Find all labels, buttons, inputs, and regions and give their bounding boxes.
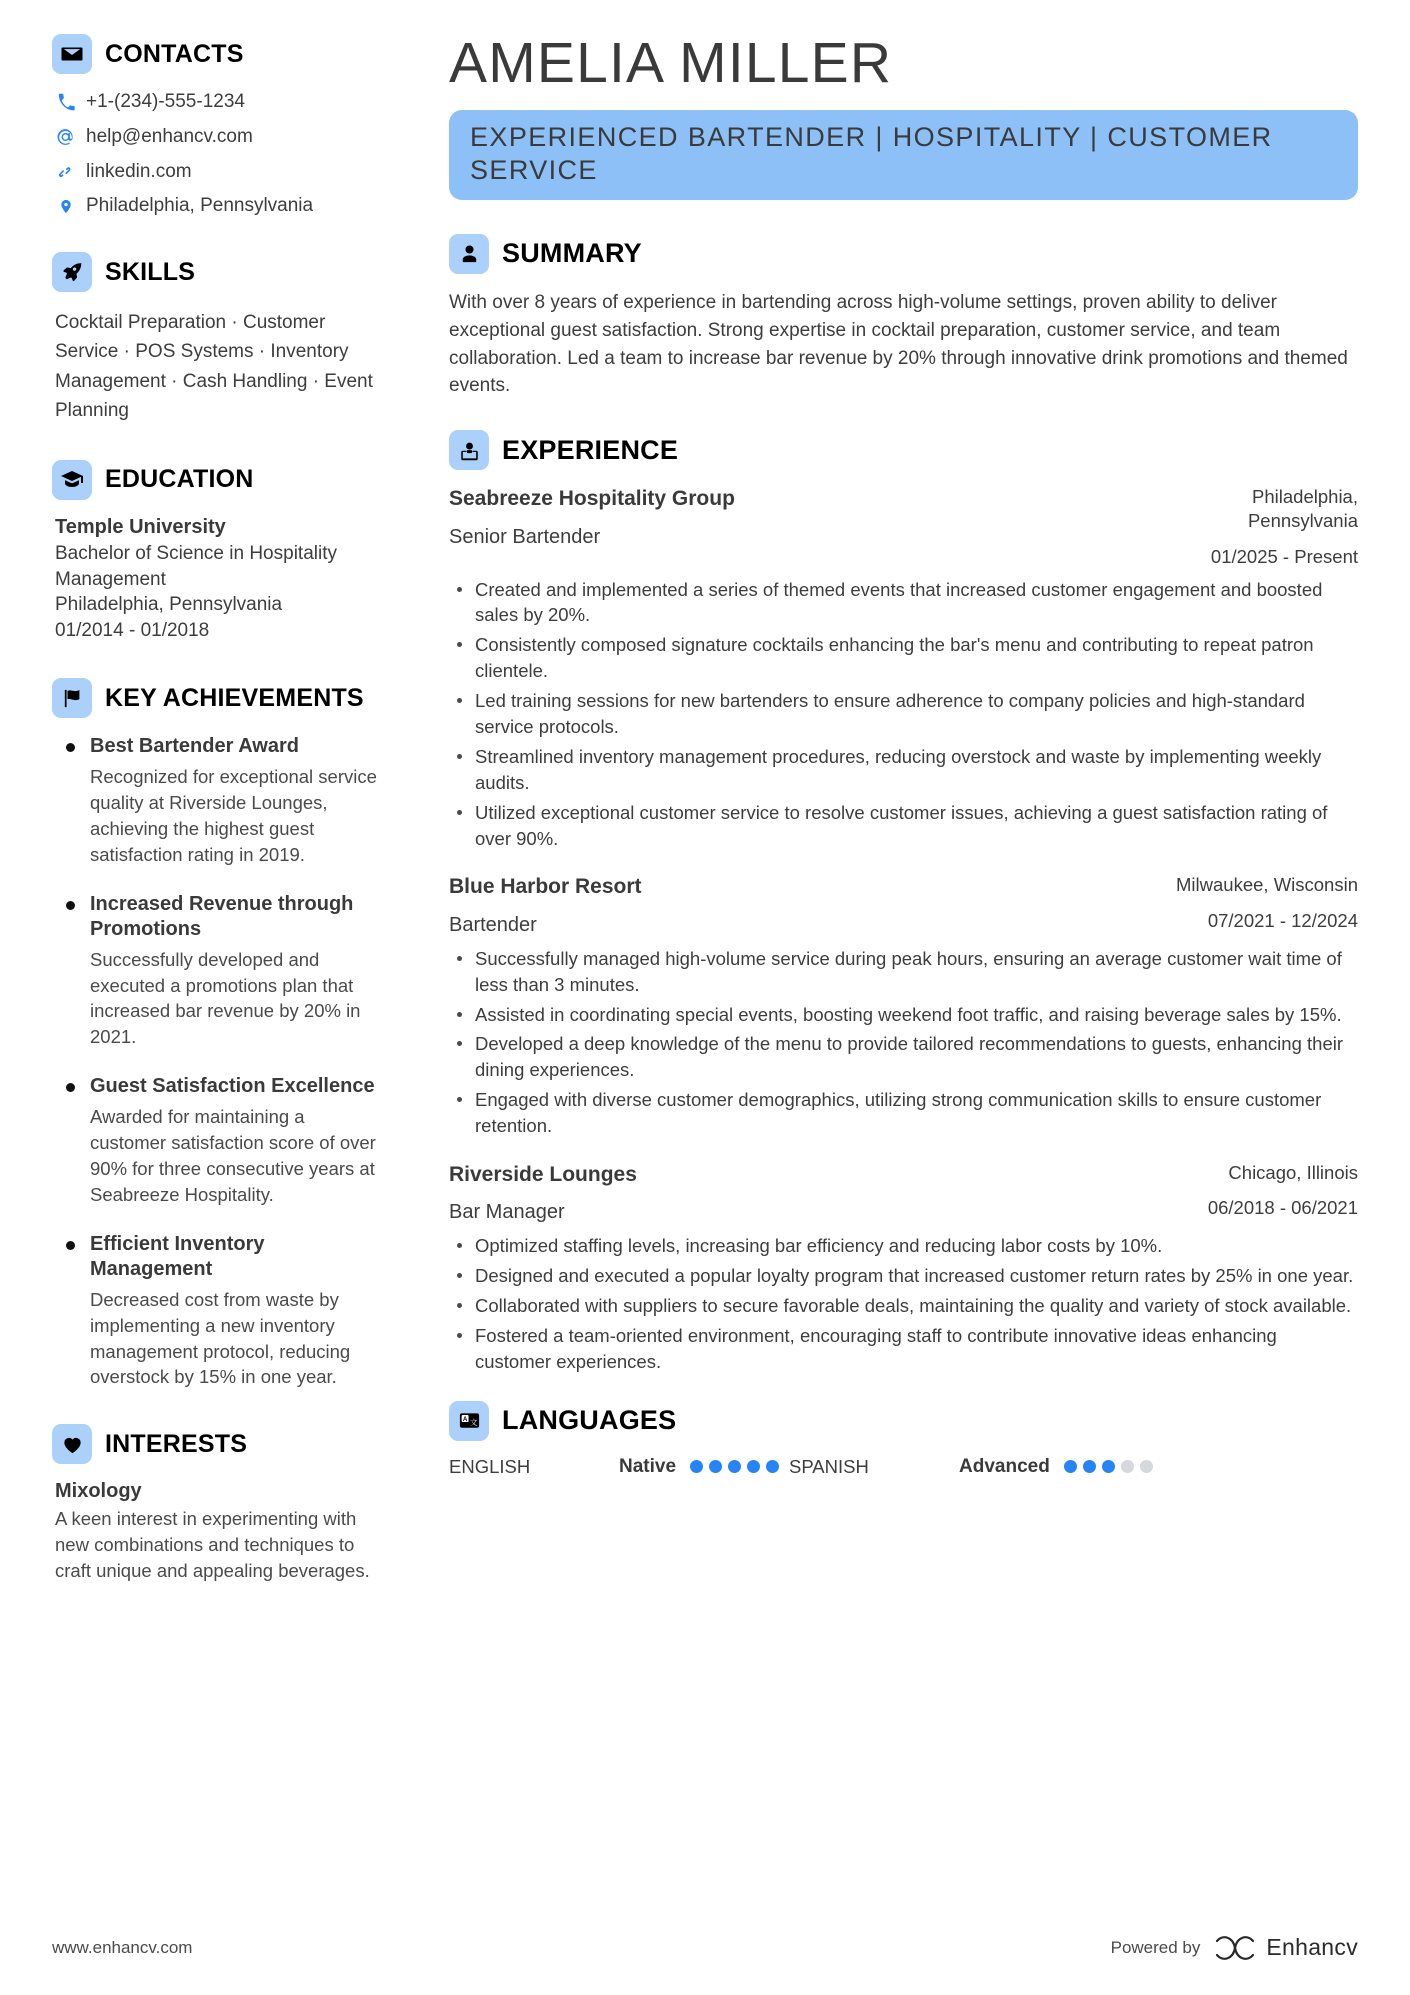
interest-desc: A keen interest in experimenting with new combinations and techniques to craft unique and appealing beverages. <box>55 1508 370 1582</box>
bullet-dot-icon <box>66 1241 75 1250</box>
pip-filled <box>728 1460 741 1473</box>
achievement-desc: Decreased cost from waste by implementing a new inventory management protocol, reducing overstock by 15% in one year. <box>90 1288 351 1388</box>
key-achievements-header <box>52 678 383 718</box>
experience-bullets <box>449 577 1358 852</box>
experience-entry-header <box>449 485 1358 568</box>
experience-dates: 06/2018 - 06/2021 <box>1207 1197 1358 1219</box>
experience-title: EXPERIENCE <box>502 434 679 465</box>
languages-header <box>449 1401 1358 1441</box>
bullet-text: Fostered a team-oriented environment, encouraging staff to contribute innovative ideas enhancing customer experiences. <box>475 1324 1277 1372</box>
powered-by-label: Powered by <box>1110 1937 1201 1957</box>
bullet-dot-icon <box>457 754 462 759</box>
bullet-dot-icon <box>457 1273 462 1278</box>
experience-entry-left <box>449 485 1148 549</box>
bullet-item <box>449 1233 1358 1259</box>
list-item <box>52 734 383 868</box>
interests-title: INTERESTS <box>105 1429 248 1458</box>
education-school: Temple University <box>55 515 226 538</box>
bullet-dot-icon <box>66 901 75 910</box>
experience-entry <box>449 873 1358 1139</box>
language-rating-pips <box>690 1460 779 1473</box>
languages-title: LANGUAGES <box>502 1405 677 1436</box>
bullet-dot-icon <box>457 1041 462 1046</box>
heart-icon <box>52 1424 92 1464</box>
map-pin-icon <box>56 197 75 216</box>
bullet-item <box>449 1031 1358 1083</box>
list-item <box>52 892 383 1051</box>
experience-company: Riverside Lounges <box>449 1162 637 1186</box>
bullet-dot-icon <box>457 810 462 815</box>
education-title: EDUCATION <box>105 465 254 494</box>
experience-entry-right <box>1208 1161 1358 1220</box>
contact-phone <box>56 90 383 114</box>
experience-company: Blue Harbor Resort <box>449 875 642 899</box>
footer-url[interactable]: www.enhancv.com <box>52 1937 193 1957</box>
bullet-text: Created and implemented a series of themed events that increased customer engagement and boosted sales by 20%. <box>475 578 1323 626</box>
bullet-dot-icon <box>66 1083 75 1092</box>
envelope-icon <box>52 34 92 74</box>
contact-email-value: help@enhancv.com <box>86 125 253 147</box>
translate-icon <box>449 1401 489 1441</box>
achievement-list <box>52 734 383 1390</box>
pip-empty <box>1140 1460 1153 1473</box>
education-location: Philadelphia, Pennsylvania <box>55 594 283 616</box>
section-summary <box>449 234 1358 401</box>
bullet-item <box>449 577 1358 629</box>
experience-entry <box>449 485 1358 851</box>
bullet-text: Streamlined inventory management procedures, reducing overstock and waste by implementing weekly audits. <box>475 745 1322 793</box>
section-languages <box>449 1401 1358 1478</box>
language-entry-spanish-name <box>789 1456 959 1478</box>
bullet-dot-icon <box>457 1243 462 1248</box>
experience-entry-left <box>449 1161 1208 1225</box>
list-item <box>52 1232 383 1391</box>
achievement-desc: Awarded for maintaining a customer satisfaction score of over 90% for three consecutive years at Seabreeze Hospitality. <box>90 1106 376 1205</box>
education-header <box>52 460 383 500</box>
experience-dates: 01/2025 - Present <box>1210 545 1358 567</box>
bullet-text: Successfully managed high-volume service during peak hours, ensuring an average customer wait time of less than 3 minutes. <box>475 947 1342 995</box>
skills-text: Cocktail Preparation · Customer Service · POS Systems · Inventory Management · Cash Handling · Event Planning <box>55 312 373 422</box>
pip-filled <box>747 1460 760 1473</box>
bullet-item <box>449 1087 1358 1139</box>
achievement-title: Guest Satisfaction Excellence <box>90 1075 375 1098</box>
achievement-desc: Recognized for exceptional service quality at Riverside Lounges, achieving the highest guest satisfaction rating in 2019. <box>90 766 377 865</box>
pip-filled <box>1064 1460 1077 1473</box>
interests-header <box>52 1424 383 1464</box>
experience-role: Bartender <box>449 913 537 936</box>
language-entry-english-level <box>619 1456 789 1478</box>
section-key-achievements <box>52 678 383 1390</box>
contact-list <box>56 90 383 218</box>
bullet-dot-icon <box>457 1333 462 1338</box>
summary-title: SUMMARY <box>502 238 642 269</box>
bullet-dot-icon <box>457 1012 462 1017</box>
language-level: Advanced <box>959 1455 1050 1477</box>
brand-name: Enhancv <box>1266 1934 1358 1960</box>
page-title: AMELIA MILLER <box>449 31 893 95</box>
headline-banner: EXPERIENCED BARTENDER | HOSPITALITY | CUSTOMER SERVICE <box>449 110 1358 200</box>
bullet-dot-icon <box>457 587 462 592</box>
experience-entry-left <box>449 873 1176 937</box>
contact-email <box>56 125 383 149</box>
experience-entry-header <box>449 1161 1358 1225</box>
achievement-desc: Successfully developed and executed a promotions plan that increased bar revenue by 20% in 2021. <box>90 948 361 1048</box>
pip-filled <box>709 1460 722 1473</box>
bullet-item <box>449 744 1358 796</box>
bullet-text: Led training sessions for new bartenders to ensure adherence to company policies and high-standard service protocols. <box>475 690 1305 737</box>
pip-filled <box>690 1460 703 1473</box>
person-icon <box>449 234 489 274</box>
education-degree: Bachelor of Science in Hospitality Management <box>55 542 337 590</box>
experience-bullets <box>449 1233 1358 1374</box>
bullet-dot-icon <box>457 1303 462 1308</box>
bullet-item <box>449 1293 1358 1319</box>
summary-header <box>449 234 1358 274</box>
bullet-dot-icon <box>457 642 462 647</box>
pip-filled <box>766 1460 779 1473</box>
experience-header <box>449 430 1358 470</box>
rocket-icon <box>52 252 92 292</box>
bullet-text: Consistently composed signature cocktails enhancing the bar's menu and contributing to repeat patron clientele. <box>475 634 1314 682</box>
section-experience <box>449 430 1358 1374</box>
interest-title: Mixology <box>55 1480 142 1503</box>
brand-logo <box>1213 1934 1358 1961</box>
section-contacts <box>52 34 383 218</box>
bullet-text: Utilized exceptional customer service to resolve customer issues, achieving a guest satisfaction rating of over 90%. <box>475 801 1328 849</box>
achievement-title: Efficient Inventory Management <box>90 1232 265 1280</box>
contact-location <box>56 194 383 218</box>
achievement-title: Best Bartender Award <box>90 735 299 758</box>
footer <box>52 1934 1358 1961</box>
main-content <box>397 31 1358 1478</box>
pip-filled <box>1102 1460 1115 1473</box>
bullet-text: Engaged with diverse customer demographics, utilizing strong communication skills to ensure customer retention. <box>475 1089 1322 1137</box>
language-name: SPANISH <box>789 1455 869 1477</box>
education-dates: 01/2014 - 01/2018 <box>55 620 210 642</box>
experience-location: Chicago, Illinois <box>1228 1161 1358 1183</box>
contact-phone-value: +1-(234)-555-1234 <box>86 91 245 112</box>
achievement-title: Increased Revenue through Promotions <box>90 892 354 940</box>
bullet-item <box>449 800 1358 852</box>
bullet-text: Assisted in coordinating special events, boosting weekend foot traffic, and raising beverage sales by 15%. <box>475 1003 1342 1025</box>
language-entry-english-name <box>449 1456 619 1478</box>
language-entry-spanish-level <box>959 1456 1153 1478</box>
bullet-item <box>449 1002 1358 1028</box>
bullet-item <box>449 1263 1358 1289</box>
skills-header <box>52 252 383 292</box>
experience-entry-header <box>449 873 1358 937</box>
footer-brand-area <box>1111 1934 1358 1961</box>
graduation-cap-icon <box>52 460 92 500</box>
resume-columns <box>52 31 1358 1584</box>
skills-title: SKILLS <box>105 257 196 286</box>
link-icon <box>56 162 75 181</box>
enhancv-logo-icon <box>1213 1935 1257 1961</box>
at-icon <box>56 127 75 147</box>
phone-icon <box>56 93 75 111</box>
experience-role: Senior Bartender <box>449 525 601 548</box>
experience-role: Bar Manager <box>449 1201 565 1224</box>
pip-empty <box>1121 1460 1134 1473</box>
bullet-item <box>449 1323 1358 1375</box>
experience-location: Milwaukee, Wisconsin <box>1176 874 1358 896</box>
bullet-text: Optimized staffing levels, increasing bar efficiency and reducing labor costs by 10%. <box>475 1235 1163 1257</box>
language-name: ENGLISH <box>449 1455 531 1477</box>
bullet-dot-icon <box>457 1097 462 1102</box>
bullet-dot-icon <box>457 956 462 961</box>
svg-text:A: A <box>462 1416 467 1424</box>
experience-dates: 07/2021 - 12/2024 <box>1207 909 1358 931</box>
experience-bullets <box>449 946 1358 1139</box>
contact-link-value: linkedin.com <box>86 160 192 182</box>
experience-entry-right <box>1176 873 1358 932</box>
language-rating-pips <box>1064 1460 1153 1473</box>
bullet-item <box>449 632 1358 684</box>
language-level: Native <box>619 1455 677 1477</box>
contacts-header <box>52 34 383 74</box>
bullet-text: Designed and executed a popular loyalty program that increased customer return rates by 25% in one year. <box>475 1265 1354 1287</box>
contact-link <box>56 160 383 184</box>
bullet-dot-icon <box>457 698 462 703</box>
languages-row <box>449 1456 1358 1478</box>
contact-location-value: Philadelphia, Pennsylvania <box>86 195 314 217</box>
experience-location: Philadelphia, Pennsylvania <box>1247 486 1358 532</box>
bullet-dot-icon <box>66 743 75 752</box>
summary-text: With over 8 years of experience in bartending across high-volume settings, proven ability to deliver exceptional guest satisfaction. Strong expertise in cocktail preparation, customer service, and team collaboration. Led a team to increase bar revenue by 20% through innovative drink promotions and themed events. <box>449 291 1348 397</box>
bullet-item <box>449 946 1358 998</box>
bullet-text: Collaborated with suppliers to secure favorable deals, maintaining the quality and variety of stock available. <box>475 1295 1352 1317</box>
experience-company: Seabreeze Hospitality Group <box>449 487 735 511</box>
bullet-text: Developed a deep knowledge of the menu to provide tailored recommendations to guests, enhancing their dining experiences. <box>475 1033 1344 1081</box>
briefcase-person-icon <box>449 430 489 470</box>
experience-entry-right <box>1148 485 1358 568</box>
section-skills <box>52 252 383 426</box>
experience-entry <box>449 1161 1358 1375</box>
svg-text:文: 文 <box>469 1418 478 1428</box>
section-education <box>52 460 383 644</box>
list-item <box>52 1074 383 1208</box>
pip-filled <box>1083 1460 1096 1473</box>
section-interests <box>52 1424 383 1584</box>
sidebar <box>52 34 397 1584</box>
key-achievements-title: KEY ACHIEVEMENTS <box>105 683 364 712</box>
flag-icon <box>52 678 92 718</box>
contacts-title: CONTACTS <box>105 39 244 68</box>
bullet-item <box>449 688 1358 740</box>
